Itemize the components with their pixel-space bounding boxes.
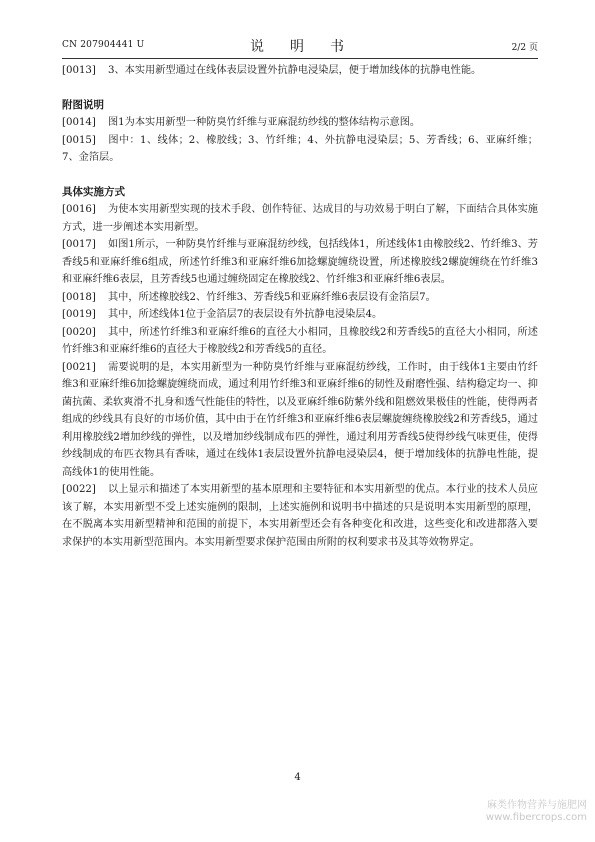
section-heading-figures: 附图说明 [62, 98, 104, 111]
paragraph-number: [0016] [62, 204, 96, 215]
paragraph-0013 [62, 62, 538, 80]
paragraph-number: [0013] [62, 65, 96, 76]
paragraph-text: 其中，所述橡胶线2、竹纤维3、芳香线5和亚麻纤维6表层设有金箔层7。 [108, 291, 436, 303]
section-heading-embodiment: 具体实施方式 [62, 185, 125, 198]
paragraph-text: 3、本实用新型通过在线体表层设置外抗静电浸染层，便于增加线体的抗静电性能。 [108, 65, 482, 76]
paragraph-0015 [62, 132, 538, 167]
page-indicator: 2/2 页 [511, 43, 538, 53]
paragraph-number: [0019] [62, 309, 96, 320]
paragraph-0017 [62, 236, 538, 289]
paragraph-0016 [62, 201, 538, 236]
document-body [62, 62, 538, 551]
paragraph-text: 如图1所示，一种防臭竹纤维与亚麻混纺纱线，包括线体1，所述线体1由橡胶线2、竹纤维3、芳香线5和亚麻纤维6组成，所述竹纤维3和亚麻纤维6加捻螺旋缠绕设置，所述橡胶线2螺旋缠绕在竹纤维3和亚麻纤维6表层，且芳香线5也通过缠绕固定在橡胶线2、竹纤维3和亚麻纤维6表层。 [62, 239, 538, 285]
paragraph-text: 其中，所述竹纤维3和亚麻纤维6的直径大小相同，且橡胶线2和芳香线5的直径大小相同，所述竹纤维3和亚麻纤维6的直径大于橡胶线2和芳香线5的直径。 [62, 326, 538, 355]
paragraph-number: [0022] [62, 484, 96, 495]
paragraph-0020 [62, 324, 538, 359]
paragraph-0019 [62, 306, 538, 324]
header-rule [62, 58, 538, 59]
page-header [62, 36, 538, 56]
page-number-footer: 4 [294, 772, 301, 783]
watermark-site-name: 麻类作物营养与施肥网 [487, 800, 587, 811]
paragraph-0021 [62, 359, 538, 482]
paragraph-text: 图1为本实用新型一种防臭竹纤维与亚麻混纺纱线的整体结构示意图。 [108, 117, 421, 128]
publication-number: CN 207904441 U [62, 40, 145, 50]
watermark [486, 800, 587, 824]
paragraph-text: 图中：1、线体；2、橡胶线；3、竹纤维；4、外抗静电浸染层；5、芳香线；6、亚麻纤维；7、金箔层。 [62, 134, 538, 163]
paragraph-number: [0021] [62, 361, 96, 373]
paragraph-text: 需要说明的是，本实用新型为一种防臭竹纤维与亚麻混纺纱线，工作时，由于线体1主要由竹纤维3和亚麻纤维6加捻螺旋缠绕而成，通过利用竹纤维3和亚麻纤维6的韧性及耐磨性强、结构稳定均一、抑菌抗菌、柔软爽滑不扎身和透气性能佳的特性，以及亚麻纤维6防紫外线和阻燃效果极佳的性能，使得两者组成的纱线具有良好的市场价值，其中由于在竹纤维3和亚麻纤维6表层螺旋缠绕橡胶线2和芳香线5，通过利用橡胶线2增加纱线的弹性，以及增加纱线制成布匹的弹性，通过利用芳香线5使得纱线气味更佳，使得纱线制成的布匹衣物具有香味，通过在线体1表层设置外抗静电浸染层4，便于增加线体的抗静电性能，提高线体1的使用性能。 [62, 361, 538, 478]
paragraph-0022 [62, 481, 538, 551]
paragraph-number: [0020] [62, 326, 96, 338]
paragraph-number: [0014] [62, 117, 96, 128]
paragraph-text: 以上显示和描述了本实用新型的基本原理和主要特征和本实用新型的优点。本行业的技术人员应该了解，本实用新型不受上述实施例的限制，上述实施例和说明书中描述的只是说明本实用新型的原理，在不脱离本实用新型精神和范围的前提下，本实用新型还会有各种变化和改进，这些变化和改进都落入要求保护的本实用新型范围内。本实用新型要求保护范围由所附的权利要求书及其等效物界定。 [62, 484, 538, 548]
document-title: 说 明 书 [250, 39, 350, 55]
paragraph-text: 为使本实用新型实现的技术手段、创作特征、达成目的与功效易于明白了解，下面结合具体实施方式，进一步阐述本实用新型。 [62, 204, 538, 233]
paragraph-text: 其中，所述线体1位于金箔层7的表层设有外抗静电浸染层4。 [108, 309, 383, 320]
paragraph-number: [0017] [62, 239, 96, 250]
paragraph-0018 [62, 289, 538, 307]
paragraph-number: [0015] [62, 134, 96, 146]
watermark-url: www.fibercrops.com [485, 812, 587, 823]
paragraph-0014 [62, 114, 538, 132]
paragraph-number: [0018] [62, 291, 96, 303]
